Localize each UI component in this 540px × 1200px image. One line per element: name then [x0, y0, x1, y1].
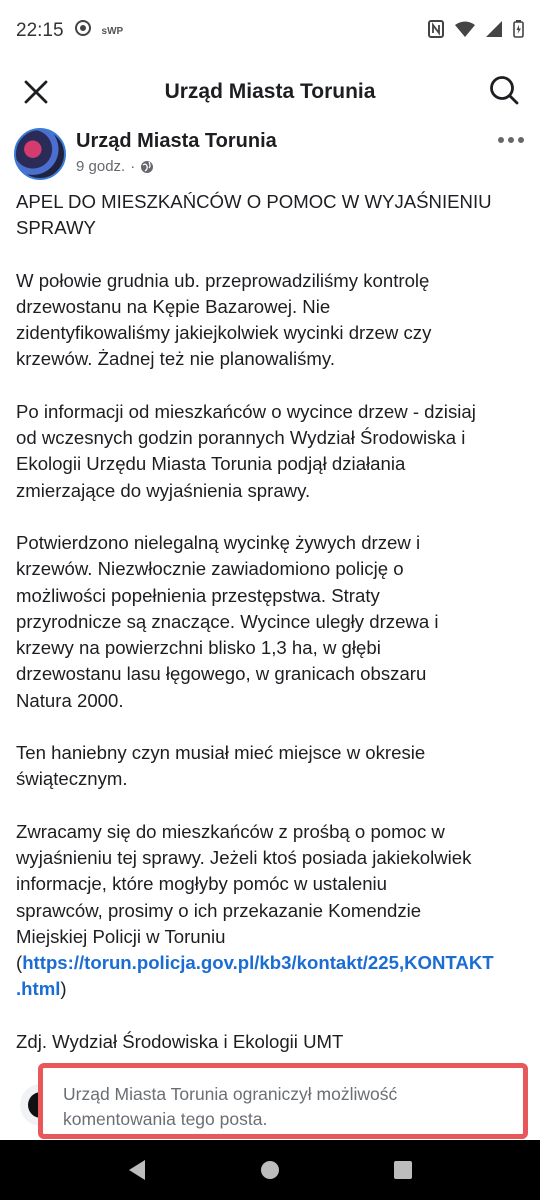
- home-button[interactable]: [250, 1150, 290, 1190]
- back-icon: [127, 1159, 147, 1181]
- post-paragraph: W połowie grudnia ub. przeprowadziliśmy kontrolę drzewostanu na Kępie Bazarowej. Nie zidentyfikowaliśmy jakiejkolwiek wycinki drzew czy krzewów. Żadnej też nie planowaliśmy.: [16, 269, 432, 370]
- avatar[interactable]: [14, 128, 66, 180]
- home-icon: [260, 1160, 280, 1180]
- battery-icon: [513, 20, 524, 43]
- back-button[interactable]: [117, 1150, 157, 1190]
- police-contact-link[interactable]: https://torun.policja.gov.pl/kb3/kontakt/225,KONTAKT: [22, 952, 494, 974]
- signal-icon: [486, 21, 502, 42]
- network-label: sWP: [101, 25, 124, 37]
- comment-restriction-notice: [38, 1063, 528, 1139]
- link-close-paren: ): [60, 978, 67, 1000]
- search-button[interactable]: [488, 74, 520, 106]
- recents-icon: [394, 1161, 412, 1179]
- post-paragraph: Po informacji od mieszkańców o wycince drzew - dzisiaj od wczesnych godzin porannych Wydział Środowiska i Ekologii Urzędu Miasta Torunia podjął działania zmierzające do wyjaśnienia sprawy.: [16, 400, 476, 501]
- post-meta: [76, 158, 154, 175]
- status-right: [428, 20, 524, 43]
- record-icon: [74, 19, 92, 43]
- close-button[interactable]: [22, 78, 50, 106]
- meta-separator: ·: [130, 158, 136, 175]
- post-paragraph: Potwierdzono nielegalną wycinkę żywych drzew i krzewów. Niezwłocznie zawiadomiono policję o możliwości popełnienia przestępstwa. Straty przyrodnicze są znaczące. Wycince uległy drzewa i krzewy na powierzchni blisko 1,3 ha, w głębi drzewostanu lasu łęgowego, w granicach obszaru Natura 2000.: [16, 531, 439, 711]
- status-bar: [0, 0, 540, 62]
- wifi-icon: [455, 21, 475, 42]
- post-time[interactable]: 9 godz.: [76, 158, 126, 175]
- recents-button[interactable]: [383, 1150, 423, 1190]
- post-paragraph: Ten haniebny czyn musiał mieć miejsce w okresie świątecznym.: [16, 742, 426, 790]
- more-options-icon: [496, 132, 526, 148]
- globe-icon: [140, 160, 154, 174]
- post-paragraph: Zwracamy się do mieszkańców z prośbą o pomoc w wyjaśnieniu tej sprawy. Jeżeli ktoś posiada jakiekolwiek informacje, które mogłyby pomóc w ustaleniu sprawców, prosimy o ich przekazanie Komendzie Miejskiej Policji w Toruniu (https://torun.policja.gov.pl/kb3/kontakt/225,KONTAKT .html): [16, 820, 494, 1000]
- status-time: 22:15: [16, 20, 64, 41]
- post-signature: Zdj. Wydział Środowiska i Ekologii UMT: [16, 1030, 344, 1052]
- post-body: [16, 189, 536, 1081]
- status-left: [16, 19, 123, 43]
- app-header: [0, 62, 540, 122]
- notice-line-1: Urząd Miasta Torunia ograniczył możliwość: [63, 1084, 398, 1104]
- search-icon: [488, 74, 520, 106]
- post-heading: APEL DO MIESZKAŃCÓW O POMOC W WYJAŚNIENIU SPRAWY: [16, 191, 492, 239]
- nfc-icon: [428, 20, 444, 43]
- system-nav-bar: [0, 1140, 540, 1200]
- link-open-paren: (: [16, 952, 23, 974]
- close-icon: [22, 78, 50, 106]
- post-author[interactable]: Urząd Miasta Torunia: [76, 130, 277, 152]
- page-title: Urząd Miasta Torunia: [164, 80, 376, 103]
- post-header: [14, 128, 526, 182]
- more-options-button[interactable]: [496, 132, 526, 148]
- police-contact-link-end[interactable]: .html: [16, 978, 61, 1000]
- notice-line-2: komentowania tego posta.: [63, 1109, 268, 1129]
